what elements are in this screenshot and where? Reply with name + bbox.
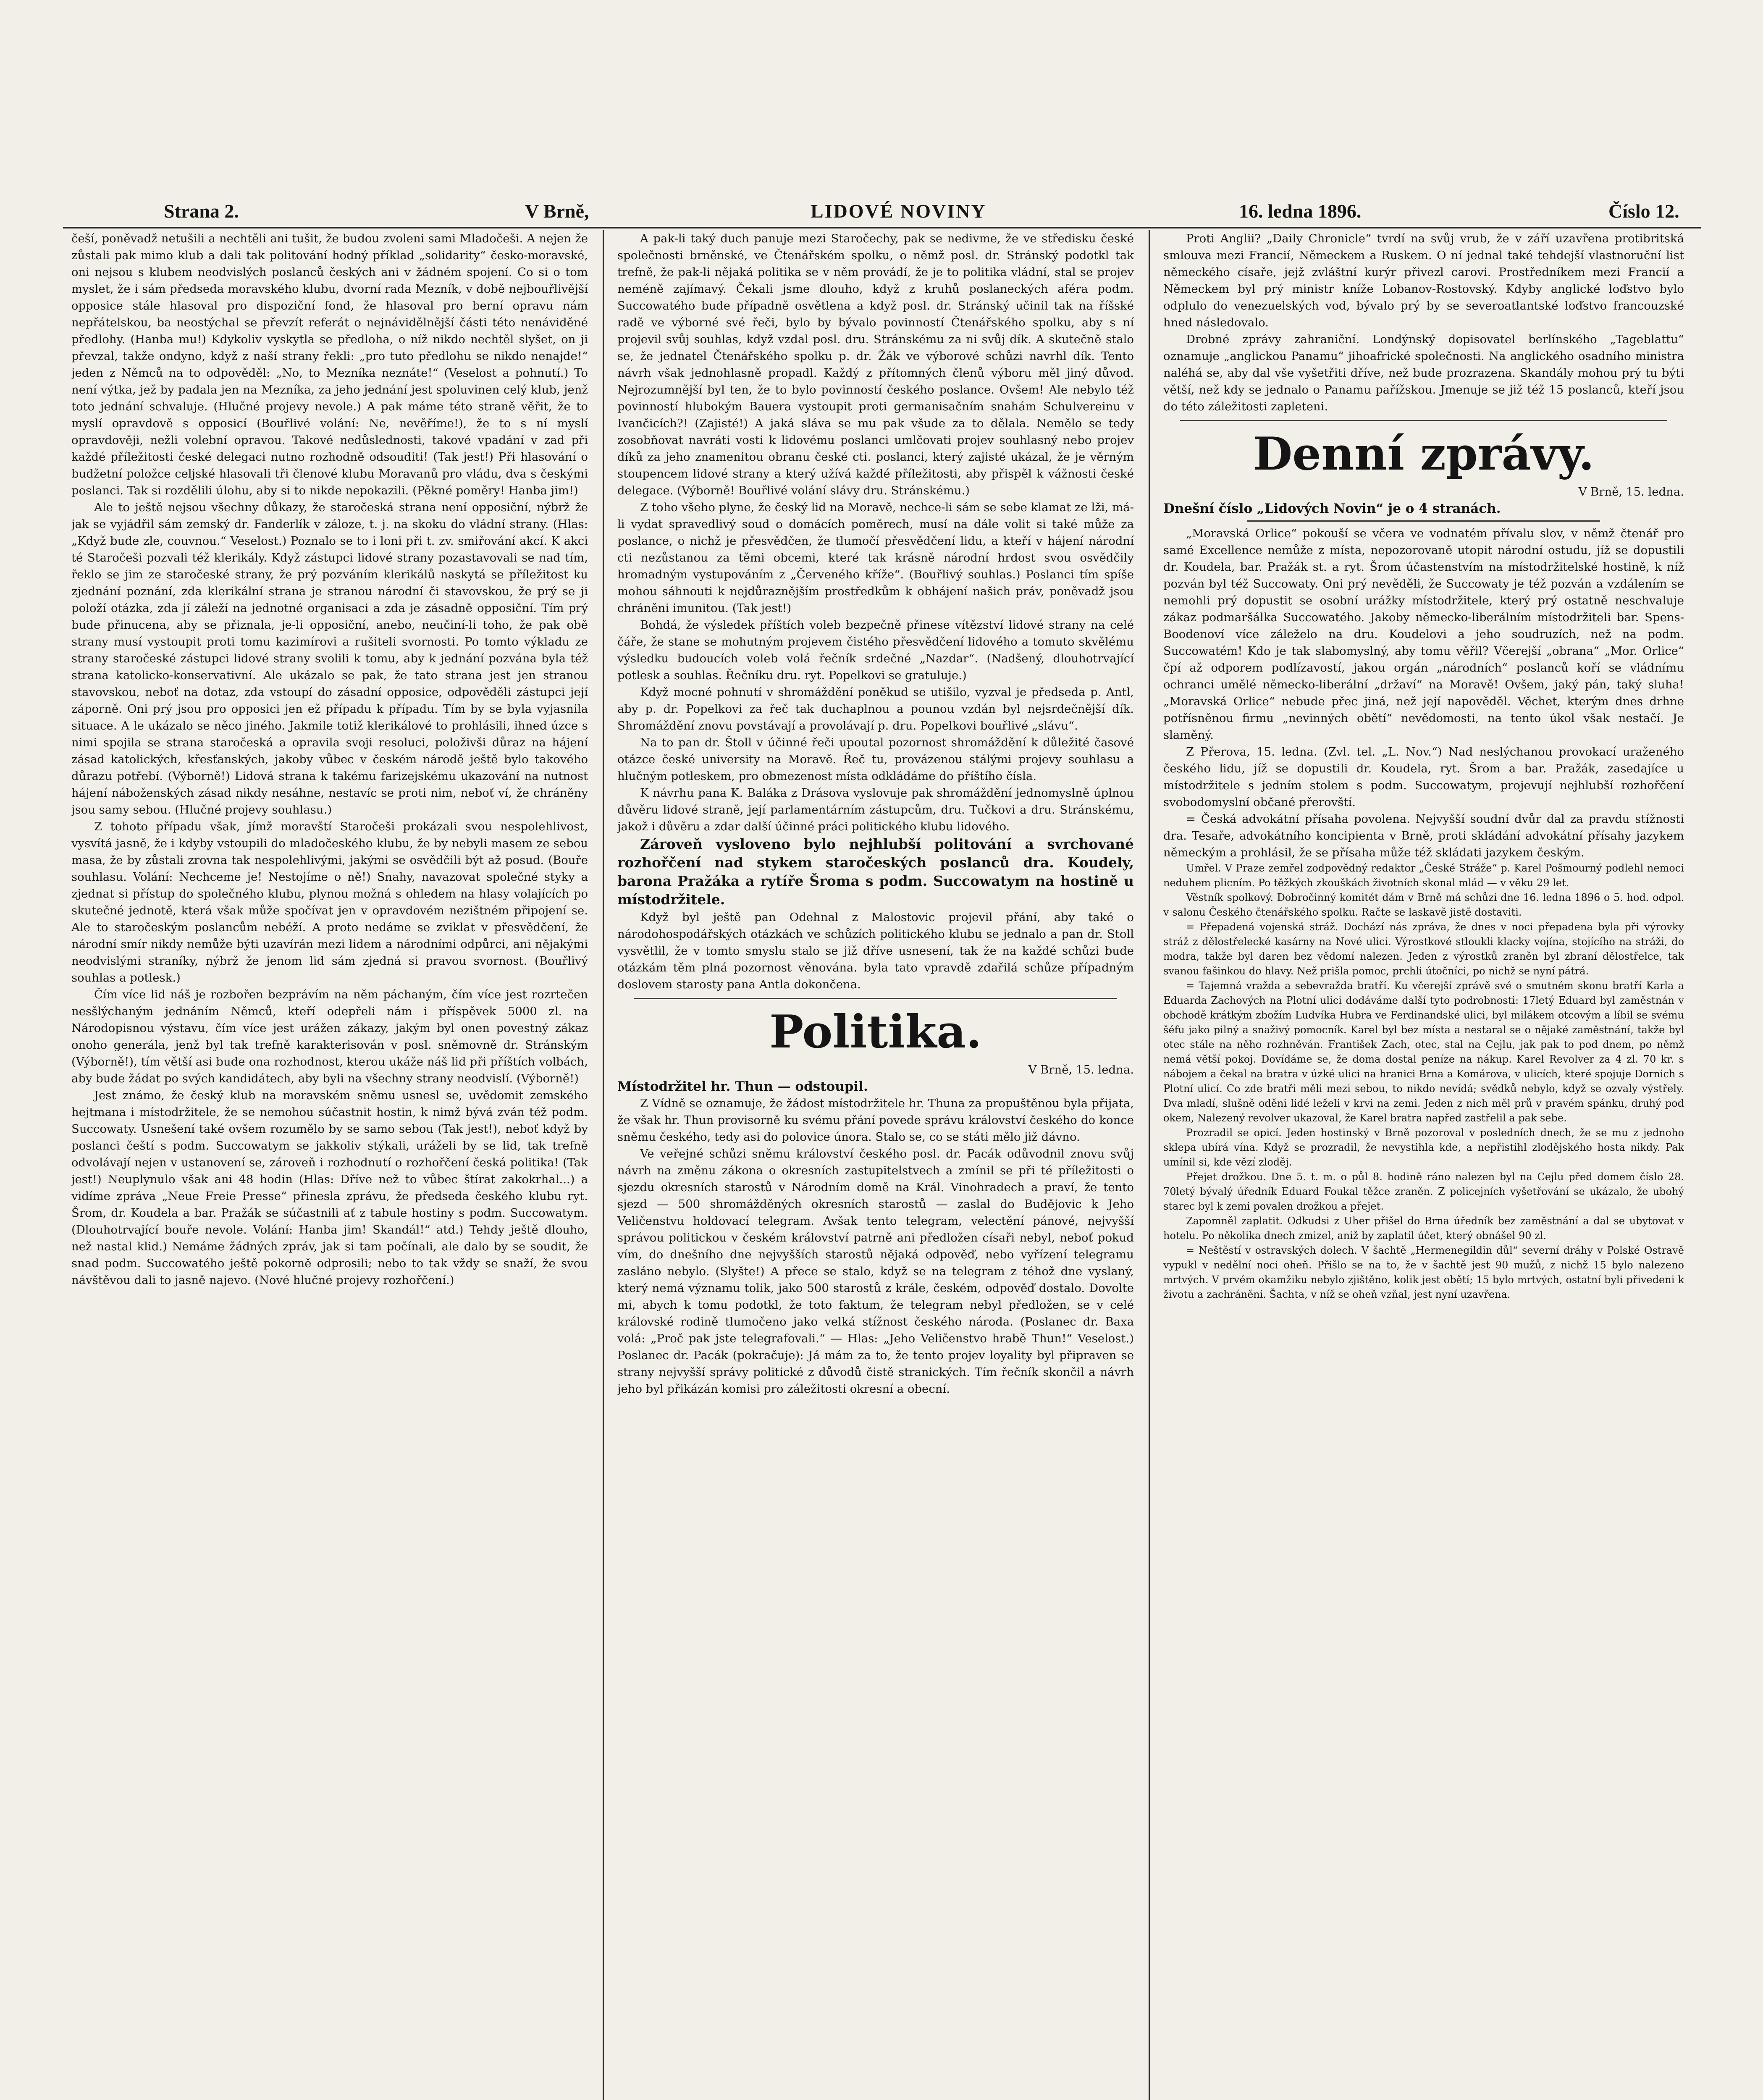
column-separator [1149, 230, 1150, 2100]
section-title-denni-zpravy: Denní zprávy. [1253, 428, 1595, 480]
masthead-title: LIDOVÉ NOVINY [811, 200, 986, 222]
article-paragraph: Drobné zprávy zahraniční. Londýnský dopisovatel berlínského „Tageblattu“ oznamuje „anglickou Panamu“ jihoafrické společnosti. Na anglického osadního ministra naléhá se, aby dal vše vyšetřiti dříve, než bude prozrazena. Skandály mohou prý tu býti větší, než kdy se jednalo o Panamu pařížskou. Jmenuje se již též 15 poslanců, kteří jsou do této záležitosti zapleteni. [1163, 333, 1684, 413]
article-paragraph: Ale to ještě nejsou všechny důkazy, že staročeská strana není opposiční, nýbrž že jak se vyjádřil sám zemský dr. Fanderlík v záloze, t. j. na skoku do vládní strany. (Hlas: „Když bude zle, couvnou.“ Veselost.) Poznalo se to i loni při t. zv. smiřování akcí. K akci té Staročeši pozvali též klerikály. Když zástupci lidové strany pozastavovali se nad tím, řeklo se jim ze staročeské strany, že prý pozváním klerikálů naskytá se příležitost ku zjednání poznání, zda klerikální strana je stranou národní či stavovskou, že prý se ji položí otázka, zda jí záleží na jednotné organisaci a zda je zásadně opposiční. Tím prý bude přinucena, aby se přiznala, je-li opposiční, anebo, neučiní-li toho, že pak obě strany musí vystoupit proti tomu kazimírovi a rušiteli svornosti. Po tomto výkladu ze strany staročeské zástupci lidové strany svolili k tomu, aby k jednání pozvána byla též strana katolicko-konservativní. Ale ukázalo se pak, že tato strana jest jen stranou stavovskou, neboť na dotaz, zda vstoupí do zásadní opposice, odpověděli zástupci její záporně. Oni prý jsou pro opposici jen ež případu k případu. Tím by se byla vyjasnila situace. A le ukázalo se něco jiného. Jakmile totiž klerikálové to prohlásili, ihned úzce s nimi spojila se strana staročeská a opravila svoji resoluci, položivši důraz na hájení zásad katolických, křesťanských, jakoby vůbec v českém národě ještě bylo takového důrazu potřebí. (Výborně!) Lidová strana k takému farizejskému ukazování na nutnost hájení náboženských zásad nikdy nesáhne, nestavíc se proti nim, neboť ví, že chráněny jsou samy sebou. (Hlučné projevy souhlasu.) [71, 501, 588, 816]
column-1 [71, 230, 588, 2100]
dateline: V Brně, 15. ledna. [1578, 485, 1684, 499]
issue-number: Číslo 12. [1608, 200, 1679, 222]
article-paragraph: Věstník spolkový. Dobročinný komitét dám v Brně má schůzi dne 16. ledna 1896 o 5. hod. odpol. v salonu Českého čtenářského spolku. Račte se laskavě jistě dostaviti. [1163, 892, 1684, 918]
article-paragraph: Na to pan dr. Štoll v účinné řeči upoutal pozornost shromáždění k důležité časové otázce české university na Moravě. Řeč tu, provázenou stálými projevy souhlasu a hlučným potleskem, pro obmezenost místa odkládáme do příštího čísla. [617, 736, 1134, 783]
article-paragraph: Zapomněl zaplatit. Odkudsi z Uher přišel do Brna úředník bez zaměstnání a dal se ubytovat v hotelu. Po několika dnech zmizel, aniž by zaplatil účet, který obnášel 90 zl. [1163, 1215, 1684, 1242]
article-paragraph: Když byl ještě pan Odehnal z Malostovic projevil přání, aby také o národohospodářských otázkách ve schůzích politického klubu se jednalo a pan dr. Stoll vysvětlil, že v tomto smyslu stalo se již dříve usnesení, tak že na každé schůzi bude otázkám těm plná pozornost věnována. byla tato vpravdě zdařilá schůze případným doslovem starosty pana Antla dokončena. [617, 911, 1134, 991]
article-paragraph: „Moravská Orlice“ pokouší se včera ve vodnatém přívalu slov, v němž čtenář pro samé Excellence nemůže z místa, nepozorovaně utopit národní ostudu, jíž se dopustili dr. Koudela, bar. Pražák st. a ryt. Šrom účastenstvím na místodržitelské hostině, k níž pozván byl též Succowaty. Oni prý nevěděli, že Succowaty je též pozván a vzdálením se nemohli prý dopustit se osobní urážky místodržitele, který prý ostatně neschvaluje zákaz podmaršálka Succowatého. Jakoby německo-liberálním místodržiteli bar. Spens-Boodenoví více záleželo na dru. Koudelovi a jeho soudruzích, než na podm. Succowatém! Kdo je tak slabomyslný, aby tomu věřil? Včerejší „obrana“ „Mor. Orlice“ čpí až odporem podlízavostí, jakou orgán „národních“ poslanců koří se vládnímu ochranci umělé německo-liberální „državí“ na Moravě! Ovšem, jaký pán, taký sluha! „Moravská Orlice“ nebude přec jiná, než její napověděl. Věchet, kterým dnes drhne potřísněnou firmu „nevinných obětí“ nevědomosti, na tento úkol však nestačí. Je slaměný. [1163, 527, 1684, 742]
column-3 [1163, 230, 1684, 2100]
article-paragraph: = Česká advokátní přísaha povolena. Nejvyšší soudní dvůr dal za pravdu stížnosti dra. Tesaře, advokátního koncipienta v Brně, proti skládání advokátní přísahy jazykem německým a prohlásil, že se přísaha může též skládati jazykem českým. [1163, 812, 1684, 859]
header-city: V Brně, [525, 200, 589, 222]
article-paragraph: = Neštěstí v ostravských dolech. V šachtě „Hermenegildin důl“ severní dráhy v Polské Ostravě vypukl v nedělní noci oheň. Přišlo se na to, že v šachtě jest 90 mužů, z nichž 15 bylo nalezeno mrtvých. V prvém okamžiku nebylo zjištěno, kolik jest obětí; 15 bylo mrtvých, ostatní byli přivedeni k životu a zachráněni. Šachta, v níž se oheň vzňal, jest nyní uzavřena. [1163, 1244, 1684, 1300]
article-paragraph: Prozradil se opicí. Jeden hostinský v Brně pozoroval v posledních dnech, že se mu z jednoho sklepa ubírá vína. Když se prozradil, že nevystihla kde, a nepřistihl zlodějského hosta nikdy. Pak umínil si, kde vězí zloděj. [1163, 1127, 1684, 1168]
article-paragraph: Z toho všeho plyne, že český lid na Moravě, nechce-li sám se sebe klamat ze lži, má-li vydat spravedlivý soud o domácích poměrech, musí na dále volit si také může za poslance, o nichž je přesvědčen, že tlumočí přesvědčení lidu, a kteří v hájení národní cti nezůstanou za těmi obcemi, které tak krásně národní hrdost svou osvědčily hromadným vystupováním z „Červeného kříže“. (Bouřlivý souhlas.) Poslanci tím spíše mohou sáhnouti k nejdůraznějším prostředkům k obhájení našich práv, poněvadž jsou chráněni imunitou. (Tak jest!) [617, 501, 1134, 615]
article-paragraph: Když mocné pohnutí v shromáždění poněkud se utišilo, vyzval je předseda p. Antl, aby p. dr. Popelkovi za řeč tak duchaplnou a pounou vzdán byl nejsrdečnější dík. Shromáždění znovu povstávají a provolávají p. dru. Popelkovi bouřlivé „slávu“. [617, 685, 1134, 732]
page-header [63, 197, 1701, 226]
issue-notice: Dnešní číslo „Lidových Novin“ je o 4 stranách. [1163, 501, 1501, 516]
section-divider [1247, 520, 1600, 522]
section-title-politika: Politika. [769, 1005, 982, 1058]
article-paragraph: Umřel. V Praze zemřel zodpovědný redaktor „České Stráže“ p. Karel Pošmourný podlehl nemoci neduhem plicním. Po těžkých zkouškách životních skonal mlád — v věku 29 let. [1163, 862, 1684, 889]
article-paragraph: Ve veřejné schůzi sněmu království českého posl. dr. Pacák odůvodnil znovu svůj návrh na změnu zákona o okresních zastupitelstvech a zmínil se při té příležitosti o sjezdu okresních starostů v Národním domě na Král. Vinohradech a praví, že tento sjezd — 500 shromážděných okresních starostů — zaslal do Budějovic k Jeho Veličenstvu holdovací telegram. Avšak tento telegram, velectění pánové, nejvyšší správou politickou v českém království patrně ani předložen císaři nebyl, neboť pokud vím, do dnešního dne nejvyšších starostů nějaká odpověď, nebo vyřízení telegramu zasláno nebylo. (Slyšte!) A přece se stalo, když se na telegram z téhož dne vyslaný, který nemá významu tolik, jako 500 starostů z krále, českém, odpověď dostalo. Dovolte mi, abych k tomu podotkl, že toto faktum, že telegram nebyl předložen, se v celé královské rodině tlumočeno jako velká stížnost českého národa. (Poslanec dr. Baxa volá: „Proč pak jste telegrafovali.“ — Hlas: „Jeho Veličenstvo hrabě Thun!“ Veselost.) Poslanec dr. Pacák (pokračuje): Já mám za to, že tento projev loyality byl připraven se strany nejvyšší správy politické z důvodů čistě stranických. Tím řečník skončil a návrh jeho byl přikázán komisi pro záležitosti okresní a obecní. [617, 1147, 1134, 1396]
header-date: 16. ledna 1896. [1239, 200, 1362, 222]
article-paragraph: češí, poněvadž netušili a nechtěli ani tušit, že budou zvoleni sami Mladočeši. A nejen že zůstali pak mimo klub a dali tak politování hodný příklad „solidarity“ česko-moravské, oni nejsou s klubem neodvislých poslanců českých ani v žádném spojení. Co si o tom myslet, že i sám předseda moravského klubu, dvorní rada Mezník, v době nejbouřlivější opposice stále hlasoval pro dispoziční fond, že hlasoval pro berní opravu nám nepřátelskou, ba neostýchal se převzít referát o nejnávidělnější části této nenáviděné předlohy. (Hanba mu!) Kdykoliv vyskytla se předloha, o níž nikdo nechtěl slyšet, on ji převzal, takže ondyno, když z naší strany řekli: „pro tuto předlohu se nikdo nenajde!“ jeden z Němců na to odpověděl: „No, to Mezníka neznáte!“ (Veselost a pohnutí.) To není výtka, jež by padala jen na Mezníka, za jeho jednání jest spoluvinen celý klub, jenž toto jednání schvaluje. (Hlučné projevy nevole.) A pak máme této straně věřit, že to myslí opravdově s opposicí (Bouřlivé volání: Ne, nevěříme!), že to s ní myslí opravdověji, nežli volební opravou. Takové nedůslednosti, takové vpadání v zad při každé příležitosti české delegaci nutno rozhodně odsouditi! (Tak jest!) Při hlasování o budžetní položce celjské hlasovali tři členové klubu Moravanů pro vládu, dva s českými poslanci. Tak si rozdělili úlohu, aby si to nikde nepokazili. (Pěkné poměry! Hanba jim!) [71, 232, 588, 497]
article-paragraph: Z tohoto případu však, jímž moravští Staročeši prokázali svou nespolehlivost, vysvítá jasně, že i kdyby vstoupili do mladočeského klubu, že by nebyli masem ze sebou masa, že by zůstali zrovna tak nespolehlivými, jakými se osvědčili být až posud. (Bouře souhlasu. Volání: Nechceme je! Nestojíme o ně!) Snahy, navazovat společné styky a zjednat si přístup do společného klubu, plynou možná s ohledem na hlasy volajících po skutečné jednotě, která však může spočívat jen v opravdovém nezištném připojení se. Ale to staročeským poslancům nebéží. A proto nedáme se zviklat v přesvědčení, že národní smír nikdy nemůže býti uzavírán mezi lidem a národními odpůrci, ani nějakými neodvislými straníky, nýbrž že jenom lid sám zjedná si pravou svornost. (Bouřlivý souhlas a potlesk.) [71, 820, 588, 984]
newspaper-page [63, 0, 1701, 2100]
resolution-paragraph: Zároveň vysloveno bylo nejhlubší politování a svrchované rozhořčení nad stykem staročeských poslanců dra. Koudely, barona Pražáka a rytíře Šroma s podm. Succowatym na hostině u místodržitele. [617, 836, 1134, 908]
section-divider [634, 998, 1117, 999]
article-paragraph: K návrhu pana K. Baláka z Drásova vyslovuje pak shromáždění jednomyslně úplnou důvěru lidové straně, její parlamentárním zástupcům, dru. Tučkovi a dru. Stránskému, jakož i důvěru a zdar další účinné práci politického klubu lidového. [617, 786, 1134, 833]
article-paragraph: Čím více lid náš je rozbořen bezprávím na něm páchaným, čím více jest rozrtečen nesšlýchaným jednáním Němců, kteří odepřeli nám i příspěvek 5000 zl. na Národopisnou výstavu, čím více jest urážen zákazy, jakým byl onen povestný zákaz onoho generála, jenž byl tak trefně karakterisován v posl. sněmovně dr. Stránským (Výborně!), tím větší asi bude ona rozhodnost, kterou ukáže náš lid při příštích volbách, aby bude žádat po svých kandidátech, aby byli na všechny strany neodvislí. (Výborně!) [71, 988, 588, 1085]
column-2 [617, 230, 1134, 2100]
page-number: Strana 2. [164, 200, 239, 222]
column-separator [603, 230, 604, 2100]
section-divider [1180, 420, 1667, 421]
dateline: V Brně, 15. ledna. [1028, 1063, 1134, 1076]
article-paragraph: A pak-li taký duch panuje mezi Staročechy, pak se nedivme, že ve středisku české společnosti brněnské, ve Čtenářském spolku, o němž posl. dr. Stránský podotkl tak trefně, že pak-li nějaká politika se v něm provádí, že je to politika vládní, stal se projev neméně zajímavý. Čekali jsme dlouho, když z kruhů poslaneckých aféra podm. Succowatého bude případně osvětlena a když posl. dr. Stránský učinil tak na říšské radě ve výborné své řeči, bylo by bývalo povinností Čtenářského spolku, aby s ní projevil svůj souhlas, když vzdal posl. dru. Stránskému za ni svůj dík. A skutečně stalo se, že jednatel Čtenářského spolku p. dr. Žák ve výborové schůzi navrhl dík. Tento návrh však jednohlasně propadl. Každý z přítomných členů výboru měl jiný důvod. Nejrozumnější byl ten, že to bylo povinností českého poslance. Ovšem! Ale nebylo též povinností hlubokým Bauera vystoupit proti germanisačním snahám Schulvereinu v Ivančicích?! (Zajisté!) A jaká sláva se mu pak všude za to dělala. Nemělo se tedy zosobňovat navráti vosti k lidovému poslanci umlčovati projev souhlasný nebo projev díků za jeho znamenitou obranu české cti. poslanci, který zajisté ukázal, že je věrným stoupencem lidové strany a který užívá každé příležitosti, aby přispěl k vážnosti české delegace. (Výborně! Bouřlivé volání slávy dru. Stránskému.) [617, 232, 1134, 497]
article-paragraph: = Přepadená vojenská stráž. Dochází nás zpráva, že dnes v noci přepadena byla při výrovky stráž z dělostřelecké kasárny na Nové ulici. Výrostkové stloukli klacky vojína, stojícího na stráži, do modra, takže byl daren bez vědomí nalezen. Jeden z výrostků zraněn byl zbraní dělostřelce, tak svanou fašinkou do hlavy. Než prišla pomoc, prchli útočníci, po nichž se nyní pátrá. [1163, 921, 1684, 977]
article-paragraph: Z Vídně se oznamuje, že žádost místodržitele hr. Thuna za propuštěnou byla přijata, že však hr. Thun provisorně ku svému přání povede správu království českého do konce sněmu českého, tedy asi do polovice února. Stalo se, co se státi mělo již dávno. [617, 1097, 1134, 1144]
article-paragraph: = Tajemná vražda a sebevražda bratří. Ku včerejší zprávě své o smutném skonu bratří Karla a Eduarda Zachových na Plotní ulici dodáváme další tyto podrobnosti: 17letý Eduard byl zaměstnán v obchodě krátkým zbožím Ludvíka Hubra ve Ferdinandské ulici, byl milákem otcovým a líbil se svému šéfu jako pilný a snaživý pomocník. Karel byl bez místa a nestaral se o nějaké zaměstnání, takže byl otec stále na něho rozhněván. František Zach, otec, stal na Cejlu, jak pak to pod dnem, po němž nemá větší pokoj. Dovídáme se, že doma dostal peníze na nákup. Karel Revolver za 4 zl. 70 kr. s nábojem a čekal na bratra v úzké ulici na hranici Brna a Komárova, v ulicích, které spojuje Dornich s Plotní ulicí. Co zde bratři měli mezi sebou, to nikdo nevídá; svědků nebylo, když se ozvaly výstřely. Dva mladí, slušně oděni lidé leželi v krvi na zemi. Jeden z nich měl prů v pravém spánku, druhý pod okem, Nalezený revolver ukazoval, že Karel bratra napřed zastřelil a pak sebe. [1163, 980, 1684, 1124]
article-paragraph: Proti Anglii? „Daily Chronicle“ tvrdí na svůj vrub, že v září uzavřena protibritská smlouva mezi Francií, Německem a Ruskem. O ní jednal také tehdejší vlastnoruční list německého císaře, jejž zvláštní kurýr přivezl carovi. Prostředníkem mezi Francií a Německem byl prý ministr kníže Lobanov-Rostovský. Kdyby anglické loďstvo bylo odplulo do venezuelských vod, bývalo prý by se severoatlantské loďstvo francouzské hned následovalo. [1163, 232, 1684, 329]
article-paragraph: Jest známo, že český klub na moravském sněmu usnesl se, uvědomit zemského hejtmana i místodržitele, že se nemohou súčastnit hostin, k nimž bývá zván též podm. Succowaty. Usnešení také ovšem rozumělo by se samo sebou (Tak jest!), neboť když by poslanci čeští s podm. Succowatym se jakkoliv stýkali, uráželi by se lid, tak trefně odvolávají nejen v ustanovení se, zároveň i rozhodnutí o rozhořčení česká politika! (Tak jest!) Neuplynulo však ani 48 hodin (Hlas: Dříve než to vůbec štírat zakokrhal...) a vidíme zpráva „Neue Freie Presse“ přinesla zprávu, že předseda českého klubu ryt. Šrom, dr. Koudela a bar. Pražák se súčastnili ať z tabule hostiny s podm. Succowatym. (Dlouhotrvající bouře nevole. Volání: Hanba jim! Skandál!“ atd.) Tehdy ještě dlouho, než nastal klid.) Nemáme žádných zpráv, jak si tam počínali, ale dalo by se soudit, že snad podm. Succowatého ještě pokorně odprosili; nebo to tak vždy se snaží, že svou návštěvou dali to jasně najevo. (Nové hlučné projevy rozhořčení.) [71, 1089, 588, 1287]
article-paragraph: Bohdá, že výsledek příštích voleb bezpečně přinese vítězství lidové strany na celé čáře, že stane se mohutným projevem čistého přesvědčení lidového a tomuto skvělému výsledku budoucích voleb volá řečník srdečné „Nazdar“. (Nadšený, dlouhotrvající potlesk a souhlas. Řečníku dru. ryt. Popelkovi se gratuluje.) [617, 618, 1134, 682]
article-paragraph: Přejet drožkou. Dne 5. t. m. o půl 8. hodině ráno nalezen byl na Cejlu před domem číslo 28. 70letý bývalý úředník Eduard Foukal těžce zraněn. Z policejních vyšetřování se ukázalo, že ubohý starec byl k zemi povalen drožkou a přejet. [1163, 1171, 1684, 1212]
article-paragraph: Z Přerova, 15. ledna. (Zvl. tel. „L. Nov.“) Nad neslýchanou provokací uraženého českého lidu, jíž se dopustili dr. Koudela, ryt. Šrom a bar. Pražák, zasedajíce u místodržitele s jedním stolem s podm. Succowatym, projevují nejhlubší rozhořčení svobodomyslní občané přerovští. [1163, 745, 1684, 809]
article-heading: Místodržitel hr. Thun — odstoupil. [617, 1079, 868, 1094]
header-rule [63, 227, 1701, 228]
